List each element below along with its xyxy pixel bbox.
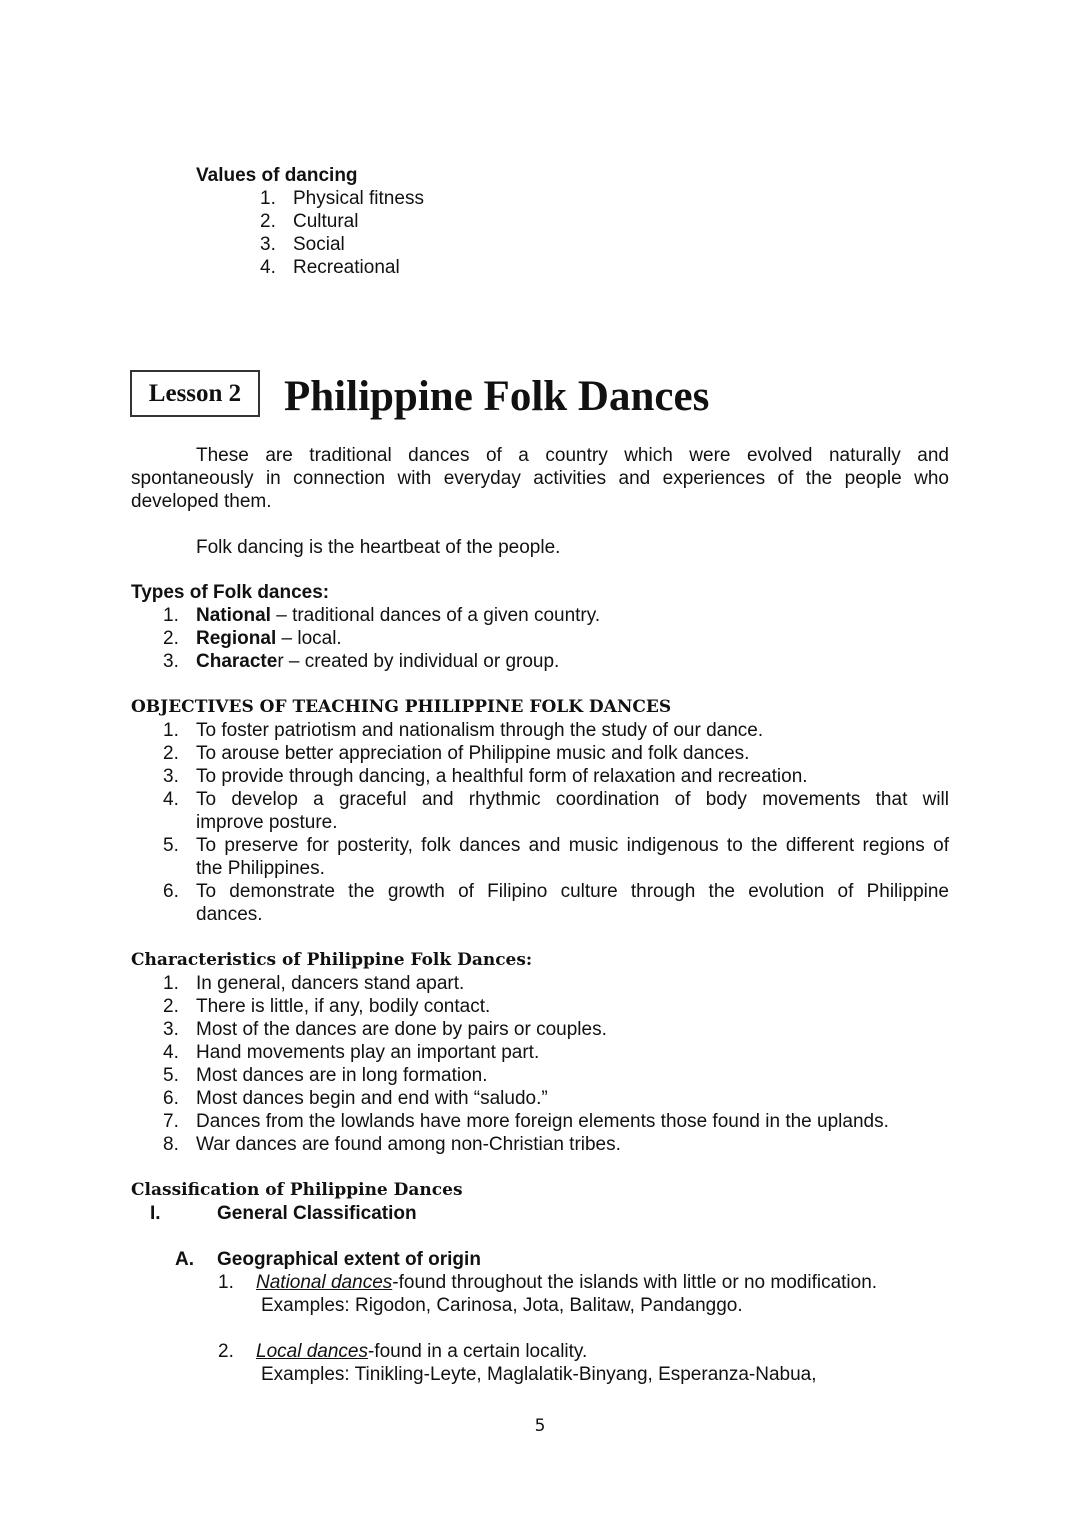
- list-item: [256, 1341, 587, 1363]
- list-item: [163, 1065, 488, 1087]
- type-term: National: [196, 605, 271, 626]
- list-text-cont: the Philippines.: [196, 858, 325, 879]
- list-item: [260, 234, 345, 256]
- list-item: [163, 996, 490, 1018]
- list-text: To arouse better appreciation of Philippine music and folk dances.: [196, 743, 750, 764]
- geo-extent-heading: Geographical extent of origin: [217, 1249, 481, 1270]
- values-heading: Values of dancing: [196, 165, 358, 186]
- list-number: 1.: [163, 973, 179, 994]
- list-number: 7.: [163, 1111, 179, 1132]
- list-text: War dances are found among non-Christian tribes.: [196, 1134, 621, 1155]
- list-number: 2.: [218, 1341, 234, 1362]
- list-text: To demonstrate the growth of Filipino culture through the evolution of Philippine: [196, 881, 949, 902]
- examples: Examples: Tinikling-Leyte, Maglalatik-Binyang, Esperanza-Nabua,: [261, 1364, 817, 1385]
- list-text: Dances from the lowlands have more foreign elements those found in the uplands.: [196, 1111, 889, 1132]
- intro-quote: Folk dancing is the heartbeat of the people.: [196, 537, 561, 558]
- types-heading: Types of Folk dances:: [131, 582, 330, 603]
- type-term: Characte: [196, 651, 278, 672]
- list-number: 4.: [163, 789, 179, 810]
- list-item: [163, 973, 464, 995]
- list-text: To preserve for posterity, folk dances and music indigenous to the different regions of: [196, 835, 949, 856]
- list-text: There is little, if any, bodily contact.: [196, 996, 491, 1017]
- intro-line-1: These are traditional dances of a country which were evolved naturally and: [196, 445, 949, 466]
- list-number: 8.: [163, 1134, 179, 1155]
- list-item: [163, 766, 808, 788]
- list-text-cont: improve posture.: [196, 812, 338, 833]
- list-number: 3.: [163, 1019, 179, 1040]
- list-text: Physical fitness: [293, 188, 424, 209]
- list-item: [163, 1042, 539, 1064]
- list-item: [256, 1272, 877, 1294]
- list-number: 3.: [163, 766, 179, 787]
- list-number: 3.: [260, 234, 276, 255]
- list-item: [260, 211, 358, 233]
- roman-numeral: I.: [150, 1203, 161, 1224]
- dance-desc: -found throughout the islands with little or no modification.: [392, 1272, 878, 1293]
- type-term: Regional: [196, 628, 277, 649]
- list-number: 3.: [163, 651, 179, 672]
- list-item: [163, 1134, 621, 1156]
- type-desc: – local.: [276, 628, 342, 649]
- list-text: In general, dancers stand apart.: [196, 973, 465, 994]
- intro-line-3: developed them.: [131, 491, 272, 512]
- list-text: Recreational: [293, 257, 400, 278]
- list-text: Cultural: [293, 211, 359, 232]
- list-text: To develop a graceful and rhythmic coordination of body movements that will: [196, 789, 949, 810]
- list-item: [163, 1019, 607, 1041]
- type-desc: – traditional dances of a given country.: [270, 605, 601, 626]
- dance-term: National dances: [256, 1272, 393, 1293]
- list-text: Most dances are in long formation.: [196, 1065, 488, 1086]
- dance-desc: -found in a certain locality.: [367, 1341, 588, 1362]
- section-letter: A.: [175, 1249, 194, 1270]
- classification-heading: Classification of Philippine Dances: [131, 1180, 463, 1200]
- list-number: 4.: [260, 257, 276, 278]
- list-number: 4.: [163, 1042, 179, 1063]
- list-text: To foster patriotism and nationalism through the study of our dance.: [196, 720, 764, 741]
- dance-term: Local dances: [256, 1341, 368, 1362]
- list-text-cont: dances.: [196, 904, 263, 925]
- list-text: Social: [293, 234, 345, 255]
- list-item: [163, 628, 342, 650]
- list-text: To provide through dancing, a healthful form of relaxation and recreation.: [196, 766, 808, 787]
- list-item: [163, 1111, 889, 1133]
- page-number: 5: [534, 1416, 546, 1436]
- intro-line-2: spontaneously in connection with everyday activities and experiences of the people who: [131, 468, 949, 489]
- list-number: 1.: [163, 605, 179, 626]
- list-text: Hand movements play an important part.: [196, 1042, 540, 1063]
- lesson-label-box: Lesson 2: [130, 370, 260, 417]
- list-number: 5.: [163, 835, 179, 856]
- list-number: 1.: [260, 188, 276, 209]
- list-item: [260, 188, 424, 210]
- lesson-title: Philippine Folk Dances: [284, 373, 710, 420]
- list-number: 6.: [163, 881, 179, 902]
- type-desc: r – created by individual or group.: [277, 651, 560, 672]
- list-text: Most dances begin and end with “saludo.”: [196, 1088, 548, 1109]
- list-item: [163, 651, 559, 673]
- list-number: 2.: [163, 996, 179, 1017]
- general-classification: General Classification: [217, 1203, 417, 1224]
- list-item: [163, 720, 763, 742]
- list-number: 2.: [163, 743, 179, 764]
- examples: Examples: Rigodon, Carinosa, Jota, Balitaw, Pandanggo.: [261, 1295, 743, 1316]
- list-number: 5.: [163, 1065, 179, 1086]
- list-item: [163, 605, 600, 627]
- list-number: 1.: [218, 1272, 234, 1293]
- list-text: Most of the dances are done by pairs or couples.: [196, 1019, 607, 1040]
- list-item: [260, 257, 400, 279]
- characteristics-heading: Characteristics of Philippine Folk Dances:: [131, 950, 533, 970]
- list-number: 2.: [260, 211, 276, 232]
- list-number: 6.: [163, 1088, 179, 1109]
- list-number: 1.: [163, 720, 179, 741]
- list-item: [163, 743, 749, 765]
- list-item: [163, 1088, 548, 1110]
- objectives-heading: OBJECTIVES OF TEACHING PHILIPPINE FOLK DANCES: [131, 697, 672, 717]
- list-number: 2.: [163, 628, 179, 649]
